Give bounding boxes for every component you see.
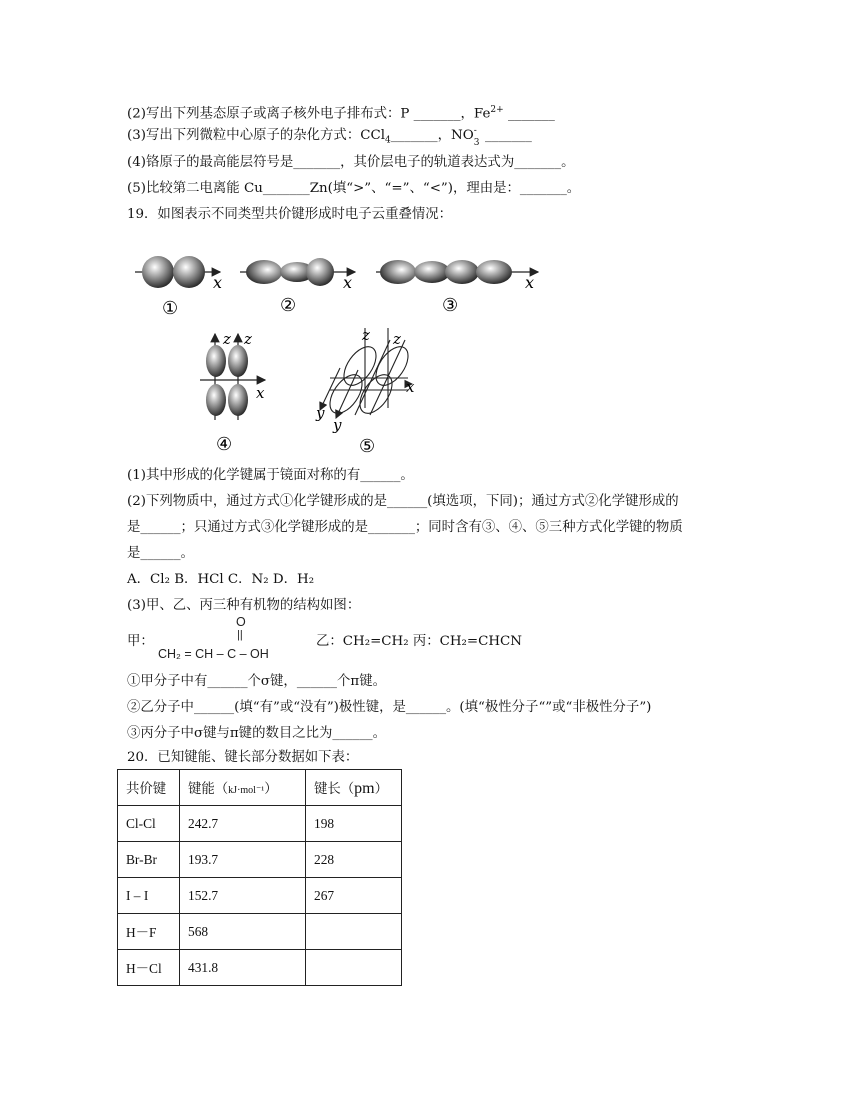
length-cell: 198: [306, 806, 402, 842]
label-2: ②: [280, 295, 297, 316]
q18-part3: (3)写出下列微粒中心原子的杂化方式：CCl$_4$_______，NO - 3 _______: [127, 126, 532, 148]
table-header-row: [118, 770, 402, 806]
q19-part3-1: ①甲分子中有______个σ键，______个π键。: [127, 674, 386, 689]
bond-data-table: [117, 769, 402, 986]
q18-part4: (4)铬原子的最高能层符号是_______，其价层电子的轨道表达式为_______。: [127, 155, 575, 170]
energy-cell: 242.7: [180, 806, 306, 842]
overlap-3-p-p-sigma: [376, 260, 538, 316]
label-3: ③: [442, 295, 459, 316]
jia-label: 甲：: [127, 634, 154, 649]
axis-x-label: x: [256, 384, 265, 402]
label-4: ④: [216, 434, 233, 455]
axis-z-label: z: [223, 330, 231, 348]
orbital-overlap-figure: [130, 240, 550, 462]
bond-cell: Cl-Cl: [118, 806, 180, 842]
header-bond: 共价键: [118, 770, 180, 806]
axis-z-label: z: [244, 330, 252, 348]
q19-part2-line2: 是______；只通过方式③化学键形成的是_______；同时含有③、④、⑤三种方式化学键的物质: [127, 520, 683, 535]
bond-cell: Br-Br: [118, 842, 180, 878]
q19-options: A．Cl₂ B．HCl C．N₂ D．H₂: [127, 572, 315, 587]
label-5: ⑤: [359, 436, 376, 457]
axis-y-label: y: [333, 416, 342, 434]
acrylic-acid-structure: [158, 615, 288, 665]
table-row: [118, 950, 402, 986]
axis-z-label: z: [393, 330, 401, 348]
header-energy: 键能（kJ·mol⁻¹）: [180, 770, 306, 806]
axis-x-label: x: [213, 273, 223, 292]
q19-part3-3: ③丙分子中σ键与π键的数目之比为______。: [127, 726, 386, 741]
q19-title: 19．如图表示不同类型共价键形成时电子云重叠情况：: [127, 207, 453, 222]
length-cell: [306, 950, 402, 986]
label-1: ①: [162, 298, 179, 319]
overlap-2-s-p: [240, 258, 355, 316]
table-row: [118, 842, 402, 878]
axis-x-label: x: [406, 378, 415, 396]
q19-part3-2: ②乙分子中______(填“有”或“没有”)极性键，是______。(填“极性分子“”或“非极性分子”): [127, 700, 652, 715]
yi-bing-structures: 乙：CH₂=CH₂ 丙：CH₂=CHCN: [316, 634, 523, 649]
axis-z-label: z: [362, 326, 370, 344]
q18-part2: (2)写出下列基态原子或离子核外电子排布式：P _______，$Fe^{2+}$ _______: [127, 105, 555, 122]
acid-oxygen: O: [236, 615, 246, 629]
q19-part3: (3)甲、乙、丙三种有机物的结构如图：: [127, 598, 361, 613]
overlap-1-s-s: [135, 256, 222, 319]
bond-cell: I – I: [118, 878, 180, 914]
q18-part5: (5)比较第二电离能 Cu_______Zn(填“>”、“=”、“<”)，理由是：_______。: [127, 181, 581, 196]
length-cell: 267: [306, 878, 402, 914]
energy-cell: 431.8: [180, 950, 306, 986]
q19-part2-line1: (2)下列物质中，通过方式①化学键形成的是______(填选项，下同)；通过方式②化学键形成的: [127, 494, 679, 509]
energy-cell: 152.7: [180, 878, 306, 914]
bond-cell: H－F: [118, 914, 180, 950]
length-cell: 228: [306, 842, 402, 878]
table-row: [118, 806, 402, 842]
length-cell: [306, 914, 402, 950]
q19-part1: (1)其中形成的化学键属于镜面对称的有______。: [127, 468, 414, 483]
bond-cell: H－Cl: [118, 950, 180, 986]
table-row: [118, 914, 402, 950]
axis-y-label: y: [316, 404, 325, 422]
table-row: [118, 878, 402, 914]
q20-title: 20．已知键能、键长部分数据如下表：: [127, 750, 359, 765]
acid-double-bond: ||: [237, 629, 243, 641]
q19-part2-line3: 是______。: [127, 546, 194, 561]
energy-cell: 568: [180, 914, 306, 950]
overlap-4-p-p-pi: [200, 330, 265, 455]
acid-chain: CH₂ = CH – C – OH: [158, 647, 269, 661]
axis-x-label: x: [525, 273, 535, 292]
header-length: 键长（pm）: [306, 770, 402, 806]
axis-x-label: x: [343, 273, 353, 292]
energy-cell: 193.7: [180, 842, 306, 878]
